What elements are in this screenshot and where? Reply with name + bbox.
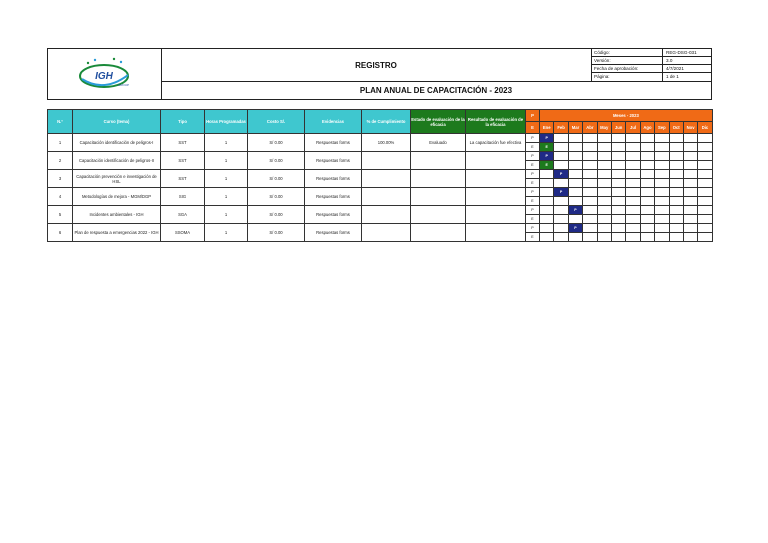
month-header: Ago <box>640 122 654 134</box>
month-cell <box>554 197 568 206</box>
month-cell <box>640 152 654 161</box>
month-cell <box>640 224 654 233</box>
cell-n: 3 <box>48 170 73 188</box>
cell-horas: 1 <box>205 206 248 224</box>
col-horas: Horas Programadas <box>205 110 248 134</box>
month-cell <box>669 233 683 242</box>
cell-horas: 1 <box>205 188 248 206</box>
meta-value: 3.0 <box>666 58 673 63</box>
month-cell <box>698 233 712 242</box>
month-header: Ene <box>540 122 554 134</box>
cell-costo: S/ 0.00 <box>248 134 305 152</box>
month-cell <box>611 224 625 233</box>
month-cell <box>655 233 669 242</box>
month-cell <box>698 215 712 224</box>
igh-logo <box>48 49 161 99</box>
planned-label: P <box>526 224 540 233</box>
table-row <box>48 188 713 197</box>
month-cell <box>583 134 597 143</box>
month-header: Jul <box>626 122 640 134</box>
col-tipo: Tipo <box>161 110 205 134</box>
month-cell <box>669 143 683 152</box>
cell-evidencias: Respuestas forms <box>305 206 362 224</box>
month-header: Abr <box>583 122 597 134</box>
meta-row <box>591 65 711 73</box>
col-p-label: P <box>526 110 540 122</box>
cell-estado <box>411 152 466 170</box>
cell-resultado <box>466 188 526 206</box>
executed-label: E <box>526 179 540 188</box>
table-row <box>48 206 713 215</box>
month-cell <box>683 206 697 215</box>
month-cell <box>698 161 712 170</box>
month-cell <box>683 170 697 179</box>
month-cell <box>568 170 582 179</box>
cell-estado <box>411 206 466 224</box>
month-cell <box>554 215 568 224</box>
col-n: N.° <box>48 110 73 134</box>
planned-mark: P <box>568 224 582 233</box>
meta-label: Página: <box>591 73 663 81</box>
executed-mark: E <box>540 143 554 152</box>
month-cell <box>568 143 582 152</box>
month-cell <box>669 152 683 161</box>
col-evidencias: Evidencias <box>305 110 362 134</box>
month-cell <box>669 170 683 179</box>
cell-cumplimiento: 100.00% <box>362 134 411 152</box>
month-cell <box>540 170 554 179</box>
month-cell <box>640 197 654 206</box>
month-cell <box>698 206 712 215</box>
month-cell <box>568 188 582 197</box>
document-header <box>47 48 712 100</box>
month-cell <box>540 233 554 242</box>
month-cell <box>611 152 625 161</box>
meta-value: 1 de 1 <box>666 74 679 79</box>
planned-mark: P <box>540 134 554 143</box>
month-cell <box>568 152 582 161</box>
month-cell <box>583 152 597 161</box>
meta-label: Código: <box>591 49 663 56</box>
executed-label: E <box>526 215 540 224</box>
month-cell <box>640 179 654 188</box>
planned-mark: P <box>554 188 568 197</box>
meta-label: Fecha de aprobación: <box>591 65 663 72</box>
month-cell <box>597 206 611 215</box>
month-cell <box>597 134 611 143</box>
month-cell <box>583 233 597 242</box>
month-cell <box>698 170 712 179</box>
cell-tipo: SST <box>161 152 205 170</box>
cell-cumplimiento <box>362 152 411 170</box>
meses-title: Meses - 2023 <box>540 110 713 122</box>
month-cell <box>626 161 640 170</box>
month-header: Nov <box>683 122 697 134</box>
month-cell <box>669 134 683 143</box>
month-cell <box>540 188 554 197</box>
month-cell <box>583 215 597 224</box>
planned-mark: P <box>540 152 554 161</box>
cell-resultado <box>466 152 526 170</box>
month-cell <box>626 143 640 152</box>
month-cell <box>554 233 568 242</box>
month-cell <box>655 197 669 206</box>
month-cell <box>640 206 654 215</box>
month-cell <box>626 179 640 188</box>
logo-cell <box>48 49 162 99</box>
col-cumplimiento: % de Cumplimiento <box>362 110 411 134</box>
month-cell <box>626 206 640 215</box>
meta-row <box>591 49 711 57</box>
meta-row <box>591 57 711 65</box>
cell-curso: Capacitación identificación de peligros-II <box>73 152 161 170</box>
planned-label: P <box>526 206 540 215</box>
month-cell <box>655 134 669 143</box>
cell-n: 4 <box>48 188 73 206</box>
month-cell <box>626 188 640 197</box>
cell-cumplimiento <box>362 206 411 224</box>
month-cell <box>597 224 611 233</box>
month-cell <box>583 179 597 188</box>
cell-tipo: SGA <box>161 206 205 224</box>
table-row <box>48 134 713 143</box>
month-cell <box>655 170 669 179</box>
col-estado: Estado de evaluación de la eficacia <box>411 110 466 134</box>
month-header: Feb <box>554 122 568 134</box>
month-cell <box>669 215 683 224</box>
month-cell <box>698 152 712 161</box>
cell-estado <box>411 224 466 242</box>
month-cell <box>540 179 554 188</box>
svg-text:IGH: IGH <box>95 71 113 82</box>
month-cell <box>540 224 554 233</box>
planned-label: P <box>526 152 540 161</box>
month-cell <box>640 143 654 152</box>
month-cell <box>540 215 554 224</box>
month-cell <box>611 206 625 215</box>
month-cell <box>611 161 625 170</box>
cell-costo: S/ 0.00 <box>248 170 305 188</box>
planned-label: P <box>526 134 540 143</box>
month-cell <box>655 224 669 233</box>
month-header: Dic <box>698 122 712 134</box>
month-cell <box>597 152 611 161</box>
cell-horas: 1 <box>205 224 248 242</box>
month-cell <box>540 206 554 215</box>
month-cell <box>640 233 654 242</box>
month-cell <box>626 197 640 206</box>
month-cell <box>640 188 654 197</box>
month-cell <box>698 143 712 152</box>
cell-evidencias: Respuestas forms <box>305 152 362 170</box>
cell-estado <box>411 188 466 206</box>
planned-label: P <box>526 170 540 179</box>
month-cell <box>568 233 582 242</box>
month-cell <box>655 215 669 224</box>
meta-label: Versión: <box>591 57 663 64</box>
month-cell <box>597 143 611 152</box>
month-cell <box>698 188 712 197</box>
document-title: REGISTRO <box>161 49 592 82</box>
month-cell <box>597 215 611 224</box>
plan-title: PLAN ANUAL DE CAPACITACIÓN - 2023 <box>359 85 513 95</box>
cell-cumplimiento <box>362 170 411 188</box>
month-cell <box>669 179 683 188</box>
cell-n: 2 <box>48 152 73 170</box>
cell-curso: Metodologías de mejora - MGM/DGP <box>73 188 161 206</box>
month-cell <box>611 143 625 152</box>
month-cell <box>611 197 625 206</box>
month-cell <box>669 224 683 233</box>
executed-mark: E <box>540 161 554 170</box>
month-cell <box>683 134 697 143</box>
document-meta <box>591 49 711 82</box>
meta-value: 4/7/2021 <box>666 66 684 71</box>
month-cell <box>655 188 669 197</box>
month-cell <box>655 161 669 170</box>
col-resultado: Resultado de evaluación de la eficacia <box>466 110 526 134</box>
cell-estado: Evaluado <box>411 134 466 152</box>
executed-label: E <box>526 233 540 242</box>
month-cell <box>640 161 654 170</box>
month-cell <box>698 134 712 143</box>
month-cell <box>568 197 582 206</box>
month-cell <box>626 215 640 224</box>
table-row <box>48 152 713 161</box>
month-cell <box>583 170 597 179</box>
month-cell <box>554 179 568 188</box>
cell-n: 6 <box>48 224 73 242</box>
month-cell <box>597 161 611 170</box>
month-cell <box>611 134 625 143</box>
cell-horas: 1 <box>205 134 248 152</box>
month-cell <box>669 188 683 197</box>
month-cell <box>683 152 697 161</box>
month-cell <box>568 161 582 170</box>
cell-costo: S/ 0.00 <box>248 224 305 242</box>
cell-horas: 1 <box>205 170 248 188</box>
month-cell <box>583 197 597 206</box>
month-cell <box>669 197 683 206</box>
month-cell <box>669 206 683 215</box>
month-cell <box>655 179 669 188</box>
month-header: Oct <box>669 122 683 134</box>
executed-label: E <box>526 197 540 206</box>
cell-curso: Incidentes ambientales - IGH <box>73 206 161 224</box>
month-cell <box>597 197 611 206</box>
month-cell <box>698 197 712 206</box>
col-costo: Costo S/. <box>248 110 305 134</box>
month-cell <box>626 224 640 233</box>
planned-label: P <box>526 188 540 197</box>
month-cell <box>583 188 597 197</box>
month-cell <box>640 215 654 224</box>
cell-cumplimiento <box>362 188 411 206</box>
month-cell <box>683 233 697 242</box>
month-cell <box>583 161 597 170</box>
month-cell <box>626 152 640 161</box>
month-cell <box>540 197 554 206</box>
cell-tipo: SSOMA <box>161 224 205 242</box>
month-cell <box>683 215 697 224</box>
month-header: May <box>597 122 611 134</box>
month-cell <box>554 224 568 233</box>
month-cell <box>683 188 697 197</box>
month-header: Sep <box>655 122 669 134</box>
month-header: Jun <box>611 122 625 134</box>
training-plan-table <box>47 109 713 242</box>
month-cell <box>611 215 625 224</box>
executed-label: E <box>526 161 540 170</box>
month-cell <box>597 233 611 242</box>
month-cell <box>683 161 697 170</box>
cell-resultado <box>466 170 526 188</box>
cell-n: 5 <box>48 206 73 224</box>
month-cell <box>626 170 640 179</box>
month-cell <box>554 143 568 152</box>
month-cell <box>611 170 625 179</box>
cell-estado <box>411 170 466 188</box>
month-cell <box>568 134 582 143</box>
month-cell <box>583 143 597 152</box>
svg-text:GROUP: GROUP <box>118 83 130 87</box>
month-cell <box>683 224 697 233</box>
planned-mark: P <box>554 170 568 179</box>
month-cell <box>611 188 625 197</box>
table-row <box>48 224 713 233</box>
executed-label: E <box>526 143 540 152</box>
cell-evidencias: Respuestas forms <box>305 188 362 206</box>
month-cell <box>568 179 582 188</box>
col-curso: Curso (tema) <box>73 110 161 134</box>
month-cell <box>683 197 697 206</box>
month-cell <box>626 233 640 242</box>
month-cell <box>568 215 582 224</box>
cell-evidencias: Respuestas forms <box>305 170 362 188</box>
month-cell <box>683 143 697 152</box>
month-cell <box>698 224 712 233</box>
cell-evidencias: Respuestas forms <box>305 134 362 152</box>
cell-costo: S/ 0.00 <box>248 188 305 206</box>
month-cell <box>583 224 597 233</box>
cell-curso: Capacitación prevención e investigación de HSL <box>73 170 161 188</box>
cell-tipo: SST <box>161 170 205 188</box>
cell-cumplimiento <box>362 224 411 242</box>
month-cell <box>640 170 654 179</box>
month-header: Mar <box>568 122 582 134</box>
cell-resultado: La capacitación fue efectiva <box>466 134 526 152</box>
month-cell <box>554 134 568 143</box>
cell-costo: S/ 0.00 <box>248 206 305 224</box>
cell-costo: S/ 0.00 <box>248 152 305 170</box>
month-cell <box>554 152 568 161</box>
planned-mark: P <box>568 206 582 215</box>
cell-n: 1 <box>48 134 73 152</box>
month-cell <box>583 206 597 215</box>
month-cell <box>554 206 568 215</box>
month-cell <box>669 161 683 170</box>
cell-resultado <box>466 206 526 224</box>
month-cell <box>640 134 654 143</box>
month-cell <box>597 188 611 197</box>
table-row <box>48 170 713 179</box>
meta-row <box>591 73 711 81</box>
month-cell <box>554 161 568 170</box>
cell-tipo: SIG <box>161 188 205 206</box>
month-cell <box>626 134 640 143</box>
month-cell <box>698 179 712 188</box>
cell-curso: Capacitación identificación de peligros-I <box>73 134 161 152</box>
cell-resultado <box>466 224 526 242</box>
month-cell <box>655 152 669 161</box>
month-cell <box>611 179 625 188</box>
cell-evidencias: Respuestas forms <box>305 224 362 242</box>
cell-tipo: SST <box>161 134 205 152</box>
cell-horas: 1 <box>205 152 248 170</box>
meta-value: REG-DSG-031 <box>666 50 697 55</box>
month-cell <box>597 179 611 188</box>
month-cell <box>655 143 669 152</box>
month-cell <box>683 179 697 188</box>
month-cell <box>655 206 669 215</box>
month-cell <box>611 233 625 242</box>
col-e-label: E <box>526 122 540 134</box>
cell-curso: Plan de respuesta a emergencias 2022 - IGH <box>73 224 161 242</box>
month-cell <box>597 170 611 179</box>
